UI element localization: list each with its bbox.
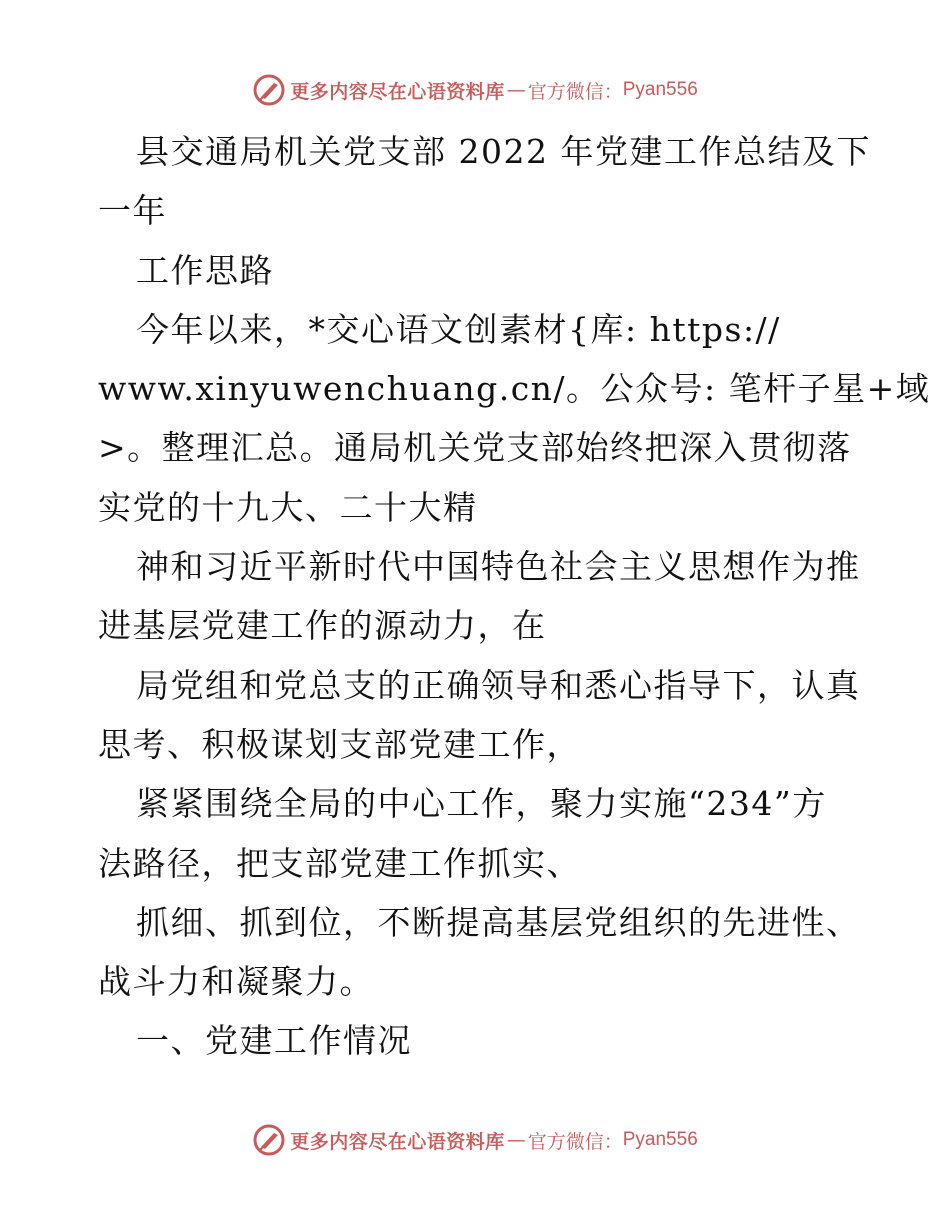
banner-separator: — <box>506 1129 526 1151</box>
doc-line: 一年 <box>98 191 167 231</box>
document-body <box>98 122 931 1071</box>
doc-line: 实党的十九大、二十大精 <box>98 487 478 527</box>
quill-logo-icon <box>252 1123 286 1157</box>
doc-line: www.xinyuwenchuang.cn/。公众号: 笔杆子星+域 <box>98 369 931 409</box>
banner-main-text: 更多内容尽在心语资料库 <box>290 80 505 103</box>
quill-logo-icon <box>252 73 286 107</box>
footer-banner <box>0 1118 950 1162</box>
doc-line: 县交通局机关党支部 2022 年党建工作总结及下 <box>136 132 871 171</box>
banner-wechat-label: 官方微信： <box>527 1130 623 1153</box>
doc-line: 抓细、抓到位，不断提高基层党组织的先进性、 <box>136 902 861 942</box>
doc-line: 今年以来，*交心语文创素材{库: https:// <box>136 309 781 349</box>
doc-line: 法路径，把支部党建工作抓实、 <box>98 843 581 883</box>
doc-line: 进基层党建工作的源动力，在 <box>98 606 547 646</box>
banner-wechat-id: Pyan556 <box>622 79 698 100</box>
banner-main-text: 更多内容尽在心语资料库 <box>290 1130 505 1153</box>
banner-separator: — <box>506 79 526 101</box>
header-banner <box>0 68 950 112</box>
doc-line: 神和习近平新时代中国特色社会主义思想作为推 <box>136 547 861 587</box>
doc-line: 战斗力和凝聚力。 <box>98 962 374 1002</box>
doc-line: 工作思路 <box>136 250 274 290</box>
banner-wechat-id: Pyan556 <box>622 1129 698 1150</box>
doc-line: 局党组和党总支的正确领导和悉心指导下，认真 <box>136 665 861 705</box>
banner-wechat-label: 官方微信： <box>527 80 623 103</box>
section-heading: 一、党建工作情况 <box>136 1021 412 1061</box>
doc-line: 思考、积极谋划支部党建工作， <box>98 724 581 764</box>
doc-line: >。整理汇总。通局机关党支部始终把深入贯彻落 <box>98 428 852 468</box>
doc-line: 紧紧围绕全局的中心工作，聚力实施“234”方 <box>136 784 827 824</box>
